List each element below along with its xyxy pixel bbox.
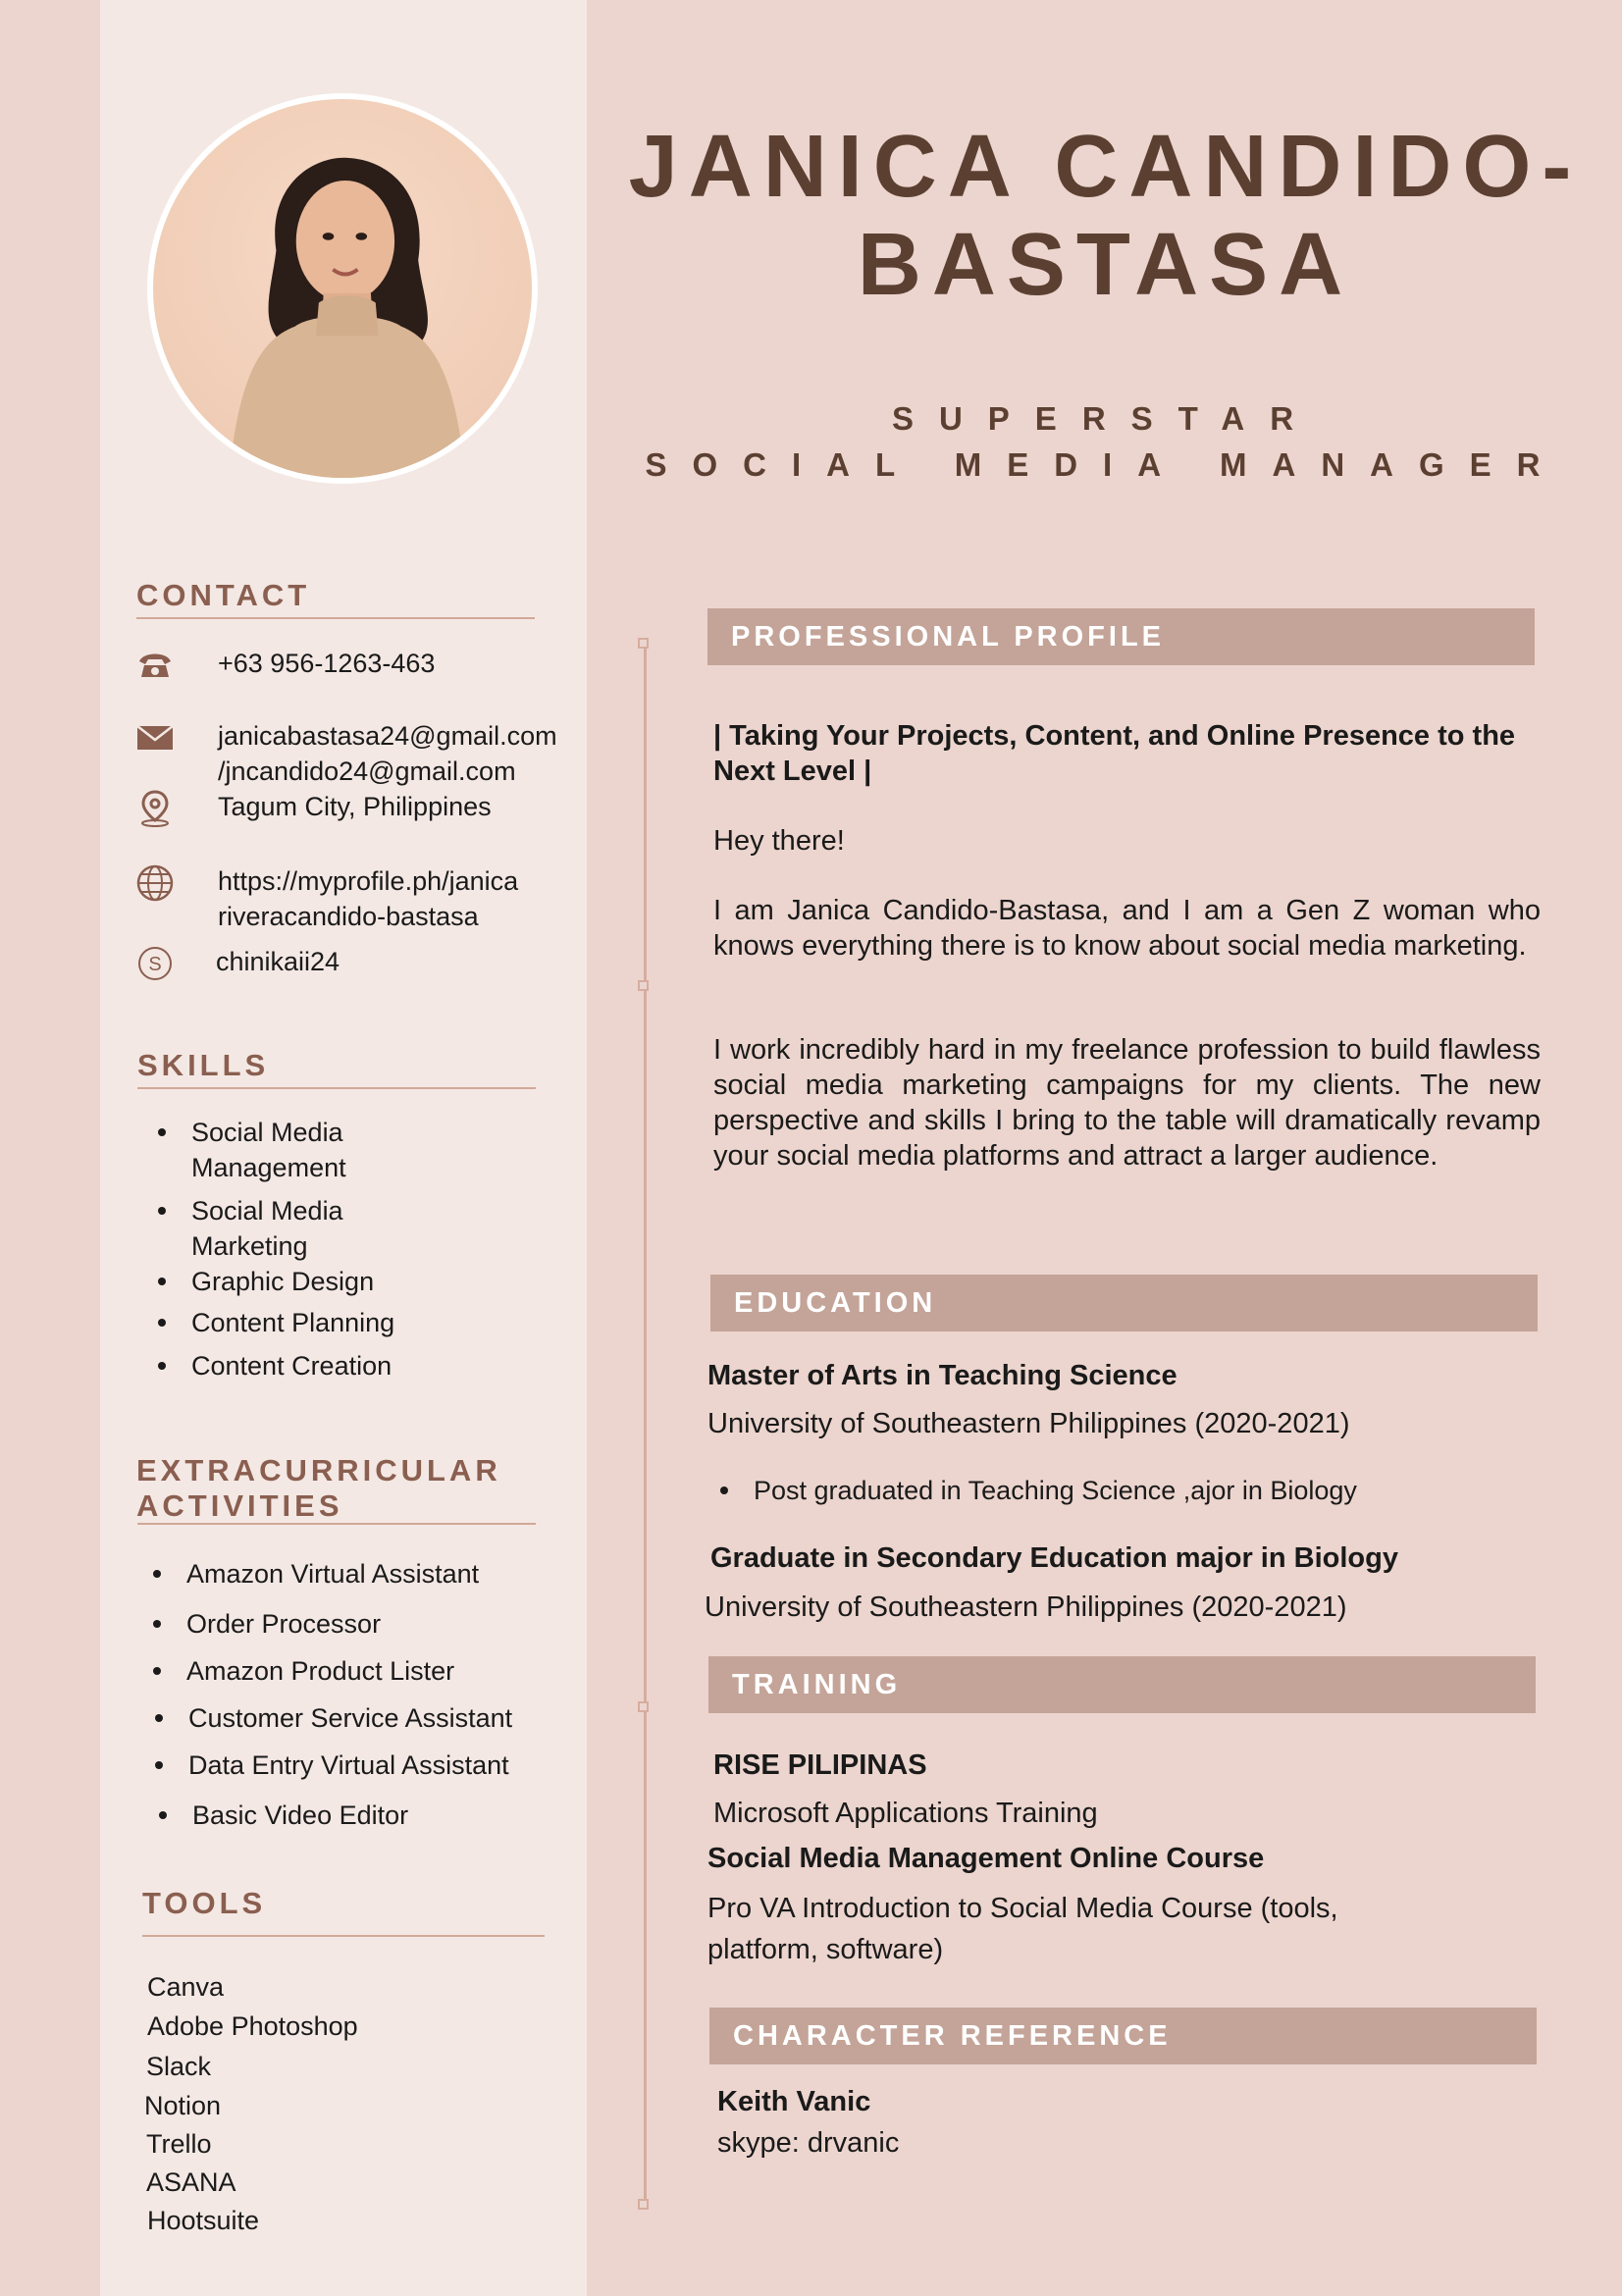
job-title-line-2: SOCIAL MEDIA MANAGER (645, 446, 1566, 483)
activity-item: Customer Service Assistant (188, 1700, 512, 1736)
tool-item: Slack (146, 2052, 212, 2081)
location-pin-icon (135, 789, 181, 828)
contact-location: Tagum City, Philippines (218, 792, 492, 821)
skype-icon (135, 944, 181, 983)
skills-divider (137, 1087, 536, 1089)
profile-paragraph-2: I work incredibly hard in my freelance profession to build flawless social media marketing campaigns for my clients. The new perspective and skills I bring to the table will dramatically revamp your social media platforms and attract a larger audience. (713, 1034, 1541, 1172)
school-2: University of Southeastern Philippines (2020-2021) (705, 1592, 1347, 1623)
timeline-line (644, 643, 647, 2205)
timeline-node (638, 1701, 649, 1712)
tool-item: Hootsuite (147, 2206, 260, 2235)
training-title-2: Social Media Management Online Course (707, 1843, 1265, 1874)
profile-photo-frame (147, 93, 538, 484)
activity-item: Amazon Virtual Assistant (186, 1556, 479, 1592)
profile-greeting: Hey there! (713, 825, 845, 857)
skills-heading: SKILLS (137, 1048, 270, 1082)
skill-item: Social Media Marketing (191, 1193, 343, 1264)
skill-item: Social Media Management (191, 1115, 346, 1185)
timeline-node (638, 980, 649, 991)
activity-item: Amazon Product Lister (186, 1653, 454, 1689)
skill-item: Content Creation (191, 1348, 392, 1383)
contact-website-row (135, 863, 518, 934)
phone-icon (135, 646, 181, 685)
website-line-1[interactable]: https://myprofile.ph/janica (218, 866, 519, 896)
tool-item: Adobe Photoshop (147, 2011, 358, 2041)
name-line-1: JANICA CANDIDO- (628, 118, 1583, 216)
envelope-icon (135, 718, 181, 757)
activity-item: Data Entry Virtual Assistant (188, 1748, 509, 1783)
website-line-2[interactable]: riveracandido-bastasa (218, 902, 479, 931)
contact-skype[interactable]: chinikaii24 (216, 947, 340, 976)
training-desc-2: Pro VA Introduction to Social Media Course (tools, platform, software) (707, 1893, 1338, 1965)
tool-item: ASANA (146, 2167, 236, 2197)
extracurricular-heading: EXTRACURRICULAR ACTIVITIES (136, 1453, 501, 1523)
training-desc-1: Microsoft Applications Training (713, 1798, 1098, 1829)
reference-contact[interactable]: skype: drvanic (717, 2127, 900, 2159)
timeline-node (638, 2199, 649, 2210)
tools-divider (142, 1935, 545, 1937)
skill-item: Content Planning (191, 1305, 394, 1340)
skill-item: Graphic Design (191, 1264, 374, 1299)
name-line-2: BASTASA (857, 216, 1354, 314)
education-note: Post graduated in Teaching Science ,ajor in Biology (754, 1473, 1357, 1508)
profile-photo (153, 99, 532, 478)
tool-item: Trello (146, 2129, 212, 2159)
education-header: EDUCATION (710, 1275, 1538, 1331)
email-line-2[interactable]: /jncandido24@gmail.com (218, 757, 516, 786)
contact-heading: CONTACT (136, 578, 311, 612)
training-title-1: RISE PILIPINAS (713, 1749, 927, 1781)
activity-item: Basic Video Editor (192, 1798, 408, 1833)
professional-profile-header: PROFESSIONAL PROFILE (707, 608, 1535, 665)
tools-heading: TOOLS (142, 1886, 267, 1920)
contact-skype-row (135, 944, 340, 983)
degree-2: Graduate in Secondary Education major in Biology (710, 1542, 1398, 1574)
email-line-1[interactable]: janicabastasa24@gmail.com (218, 721, 557, 751)
tool-item: Notion (144, 2091, 222, 2120)
contact-divider (136, 617, 535, 619)
profile-paragraph-1: I am Janica Candido-Bastasa, and I am a Gen Z woman who knows everything there is to know about social media marketing. (713, 895, 1541, 962)
globe-icon (135, 863, 181, 903)
school-1: University of Southeastern Philippines (2020-2021) (707, 1408, 1350, 1439)
reference-name: Keith Vanic (717, 2086, 871, 2117)
training-header: TRAINING (708, 1656, 1536, 1713)
contact-phone[interactable]: +63 956-1263-463 (218, 649, 436, 678)
timeline-node (638, 638, 649, 649)
contact-location-row (135, 789, 492, 828)
extracurricular-divider (137, 1523, 536, 1525)
contact-email[interactable] (218, 718, 557, 789)
tool-item: Canva (147, 1972, 225, 2002)
job-title-line-1: SUPERSTAR (891, 400, 1320, 437)
profile-tagline: | Taking Your Projects, Content, and Online Presence to the Next Level | (713, 720, 1516, 787)
contact-email-row (135, 718, 557, 789)
character-reference-header: CHARACTER REFERENCE (709, 2008, 1537, 2064)
contact-website[interactable] (218, 863, 518, 934)
degree-1: Master of Arts in Teaching Science (707, 1360, 1177, 1391)
activity-item: Order Processor (186, 1606, 381, 1642)
svg-text:S: S (148, 954, 162, 975)
contact-phone-row (135, 646, 435, 685)
